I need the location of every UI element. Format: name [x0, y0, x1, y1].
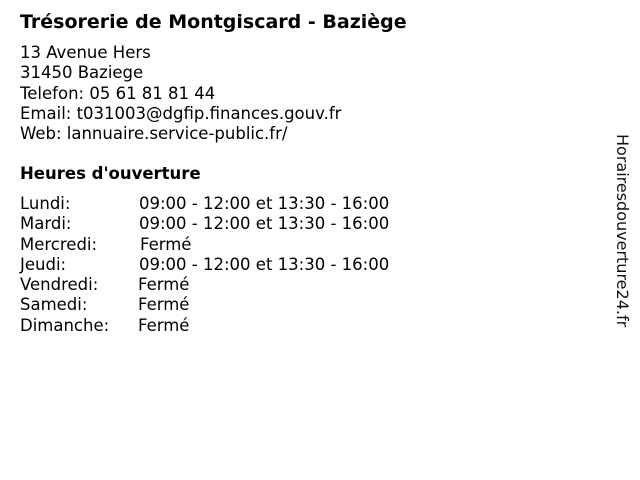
day-label: Dimanche: — [20, 315, 110, 335]
site-watermark — [610, 134, 634, 346]
day-hours: Fermé — [138, 295, 190, 315]
opening-hours-heading: Heures d'ouverture — [20, 164, 201, 183]
address-city: 31450 Baziege — [20, 63, 144, 83]
watermark-text: Horairesdouverture24.fr — [613, 134, 632, 328]
day-label: Vendredi: — [20, 275, 99, 295]
address-street: 13 Avenue Hers — [20, 43, 151, 62]
web-text: Web: lannuaire.service-public.fr/ — [20, 124, 288, 144]
day-label: Mardi: — [20, 214, 72, 234]
day-hours: 09:00 - 12:00 et 13:30 - 16:00 — [139, 214, 390, 234]
day-label: Lundi: — [20, 194, 71, 213]
day-label: Jeudi: — [20, 254, 67, 274]
page-title: Trésorerie de Montgiscard - Baziège — [20, 11, 407, 33]
day-hours: Fermé — [140, 234, 192, 254]
day-label: Samedi: — [20, 295, 88, 315]
day-hours: 09:00 - 12:00 et 13:30 - 16:00 — [139, 194, 390, 213]
day-hours: 09:00 - 12:00 et 13:30 - 16:00 — [139, 254, 390, 274]
day-label: Mercredi: — [20, 234, 98, 254]
day-hours: Fermé — [138, 275, 190, 295]
email-text: Email: t031003@dgfip.finances.gouv.fr — [20, 103, 342, 123]
address-block — [20, 43, 341, 144]
phone-text: Telefon: 05 61 81 81 44 — [20, 83, 216, 103]
day-hours: Fermé — [138, 315, 190, 335]
